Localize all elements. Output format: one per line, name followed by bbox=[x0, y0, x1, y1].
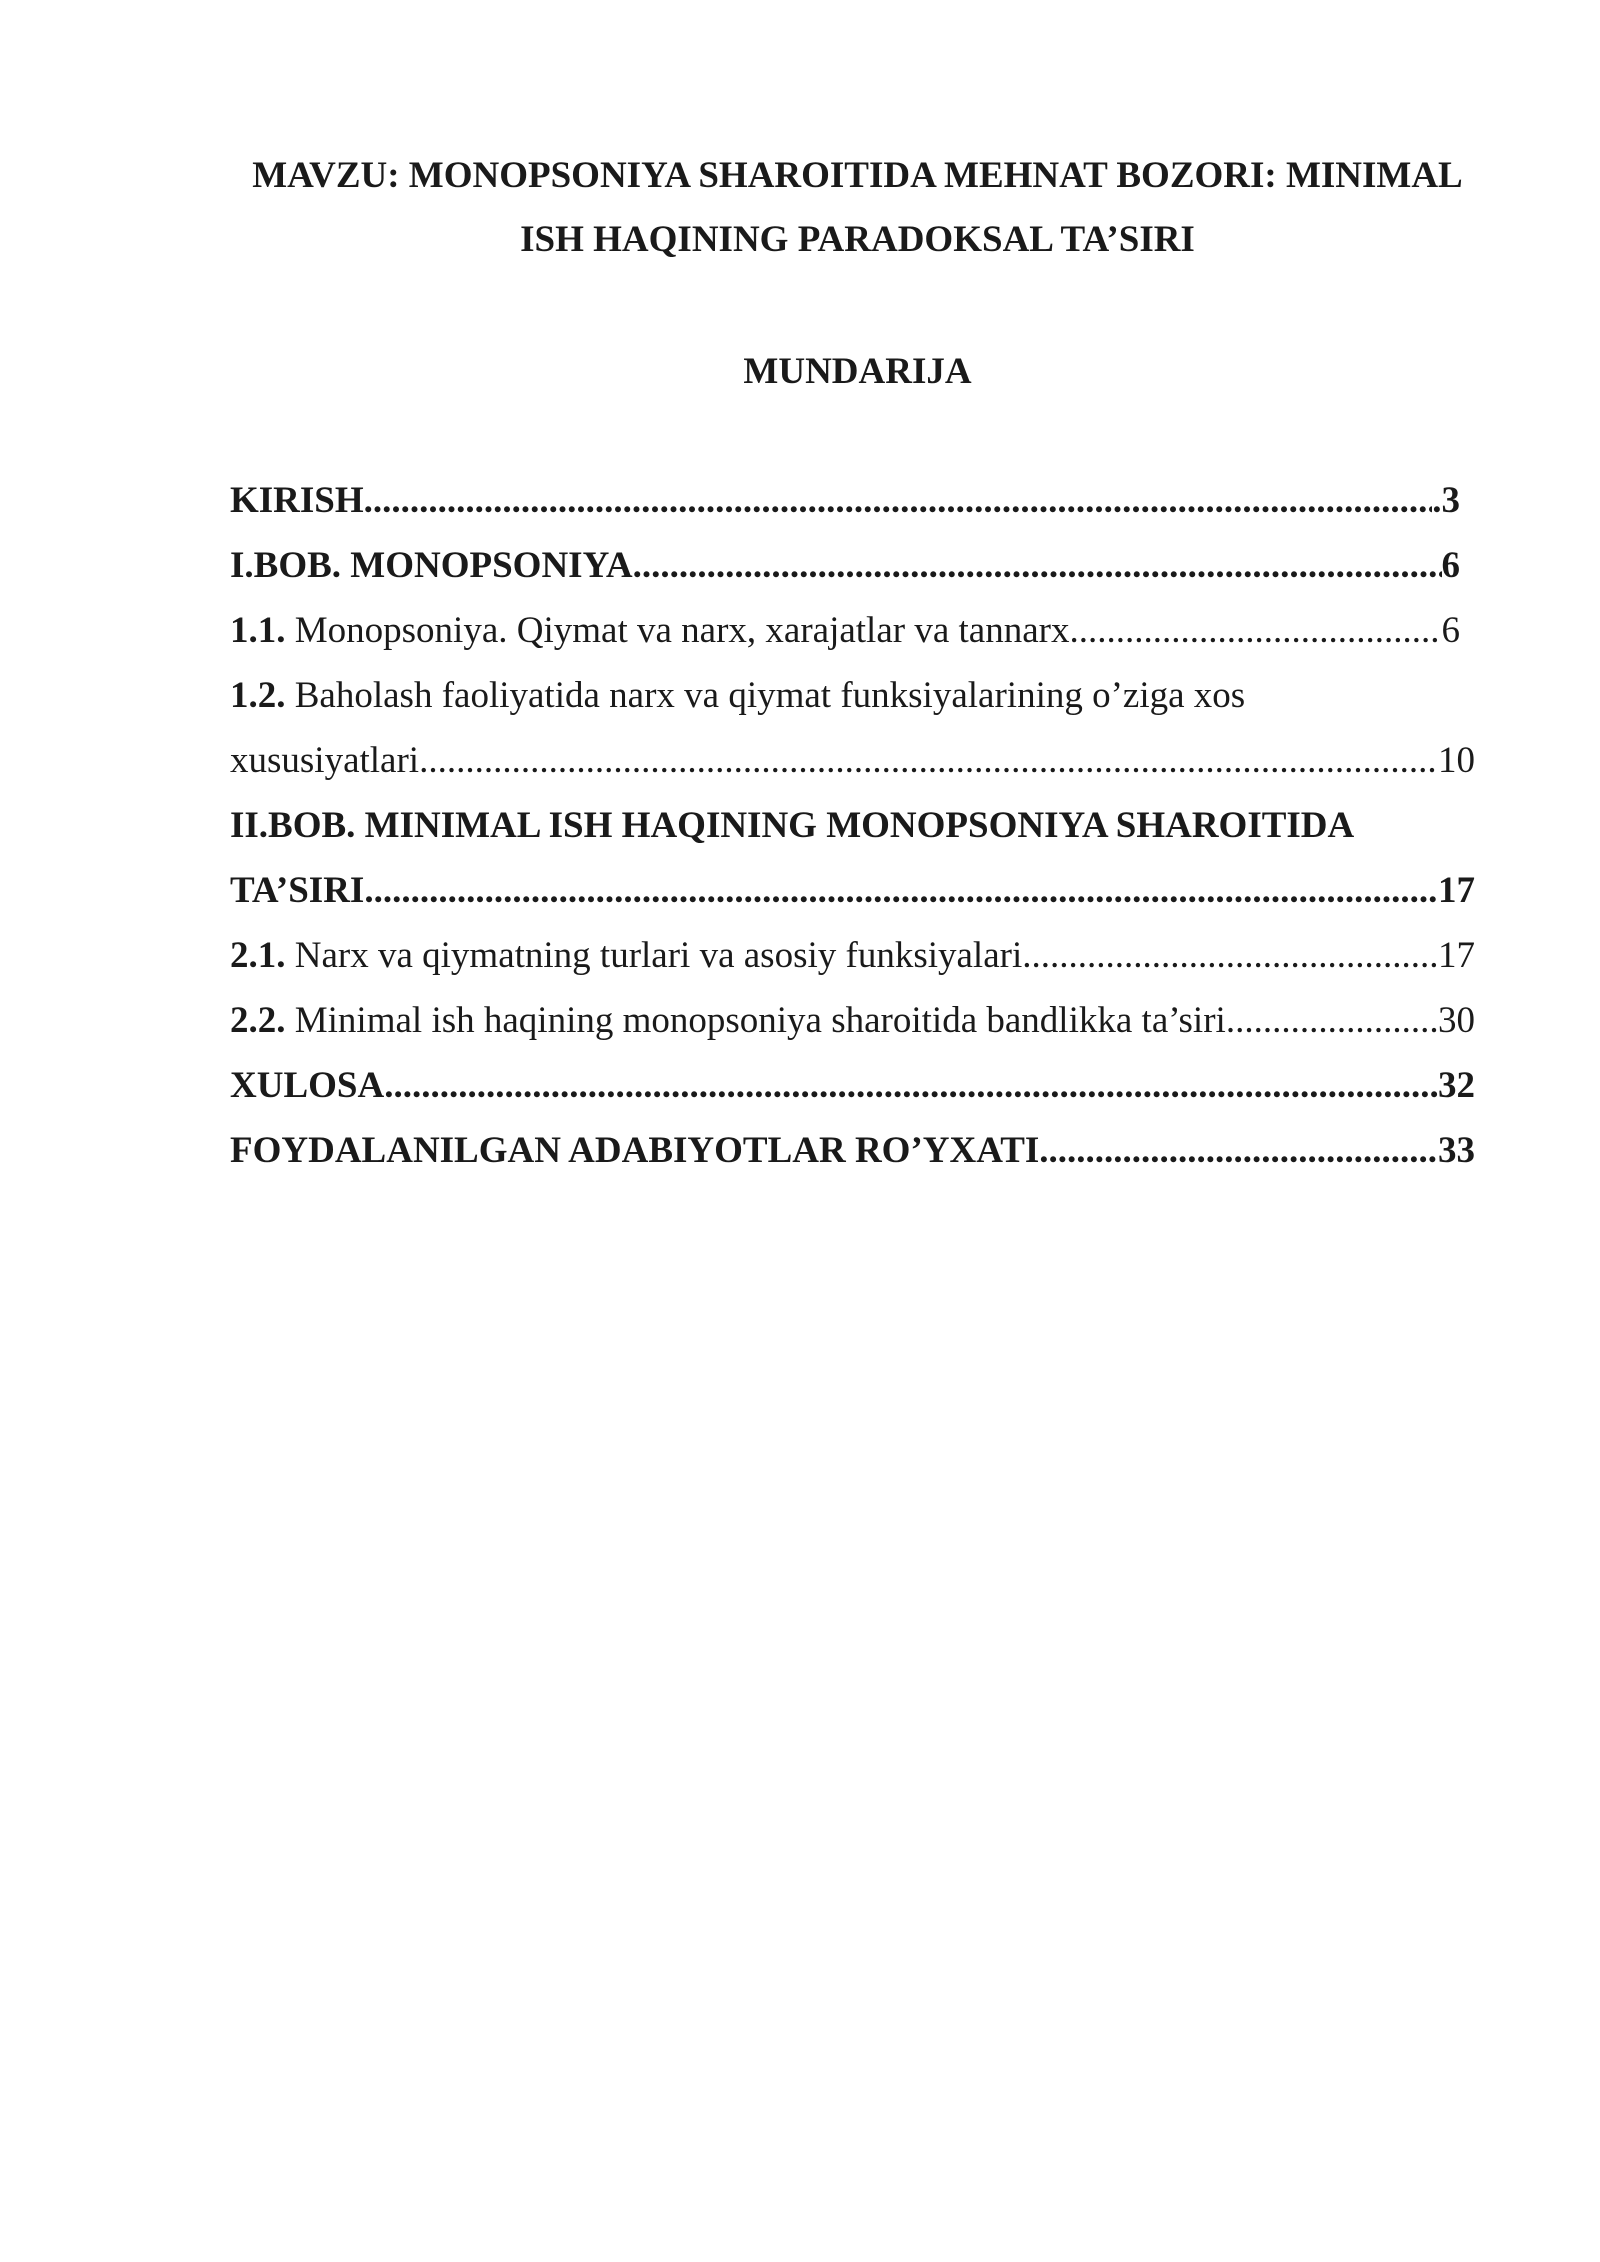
toc-section-number: 2.2. bbox=[230, 1000, 286, 1041]
toc-page-number: 6 bbox=[1441, 610, 1460, 651]
toc-page-number: .3 bbox=[1432, 480, 1460, 521]
document-title bbox=[200, 144, 1515, 272]
toc-entry-label: II.BOB. MINIMAL ISH HAQINING MONOPSONIYA SHAROITIDA bbox=[230, 805, 1355, 846]
table-of-contents bbox=[230, 468, 1475, 1183]
toc-entry-references[interactable] bbox=[230, 1118, 1475, 1183]
dot-leader bbox=[384, 1053, 1438, 1118]
toc-page-number: 17 bbox=[1438, 870, 1475, 911]
toc-entry-label: KIRISH bbox=[230, 480, 364, 521]
toc-entry-label: Monopsoniya. Qiymat va narx, xarajatlar va tannarx bbox=[285, 610, 1070, 651]
toc-heading: MUNDARIJA bbox=[743, 351, 972, 392]
toc-page-number: 17 bbox=[1438, 935, 1475, 976]
toc-entry-label: I.BOB. MONOPSONIYA bbox=[230, 545, 633, 586]
toc-section-number: 1.2. bbox=[230, 675, 286, 716]
toc-entry-chapter-2-line-2[interactable] bbox=[230, 858, 1475, 923]
dot-leader bbox=[364, 858, 1438, 923]
toc-entry-label-continued: xususiyatlari bbox=[230, 740, 420, 781]
toc-page-number: 6 bbox=[1441, 545, 1460, 586]
toc-page-number: 32 bbox=[1438, 1065, 1475, 1106]
toc-page-number: 10 bbox=[1438, 740, 1475, 781]
toc-entry-label: FOYDALANILGAN ADABIYOTLAR RO’YXATI bbox=[230, 1130, 1040, 1171]
toc-page-number: 33 bbox=[1438, 1130, 1475, 1171]
toc-entry-section-1-2-line-2[interactable] bbox=[230, 728, 1475, 793]
toc-section-number: 1.1. bbox=[230, 610, 286, 651]
dot-leader bbox=[1226, 988, 1438, 1053]
dot-leader bbox=[1069, 598, 1441, 663]
toc-entry-section-1-2-line-1[interactable] bbox=[230, 663, 1475, 728]
dot-leader bbox=[364, 468, 1433, 533]
toc-entry-label: Baholash faoliyatida narx va qiymat funksiyalarining o’ziga xos bbox=[285, 675, 1246, 716]
dot-leader bbox=[1022, 923, 1438, 988]
toc-entry-section-1-1[interactable] bbox=[230, 598, 1460, 663]
toc-entry-kirish[interactable] bbox=[230, 468, 1460, 533]
toc-entry-section-2-2[interactable] bbox=[230, 988, 1475, 1053]
toc-entry-section-2-1[interactable] bbox=[230, 923, 1475, 988]
title-line-1: MAVZU: MONOPSONIYA SHAROITIDA MEHNAT BOZORI: MINIMAL bbox=[252, 155, 1463, 196]
toc-entry-label: Narx va qiymatning turlari va asosiy funksiyalari bbox=[285, 935, 1023, 976]
toc-entry-label: XULOSA bbox=[230, 1065, 385, 1106]
toc-entry-chapter-1[interactable] bbox=[230, 533, 1460, 598]
toc-section-number: 2.1. bbox=[230, 935, 286, 976]
dot-leader bbox=[633, 533, 1442, 598]
toc-page-number: 30 bbox=[1438, 1000, 1475, 1041]
dot-leader bbox=[1039, 1118, 1438, 1183]
title-line-2: ISH HAQINING PARADOKSAL TA’SIRI bbox=[520, 219, 1195, 260]
toc-entry-chapter-2-line-1[interactable] bbox=[230, 793, 1475, 858]
toc-entry-label: Minimal ish haqining monopsoniya sharoitida bandlikka ta’siri bbox=[285, 1000, 1226, 1041]
dot-leader bbox=[419, 728, 1438, 793]
toc-entry-xulosa[interactable] bbox=[230, 1053, 1475, 1118]
toc-entry-label-continued: TA’SIRI bbox=[230, 870, 365, 911]
